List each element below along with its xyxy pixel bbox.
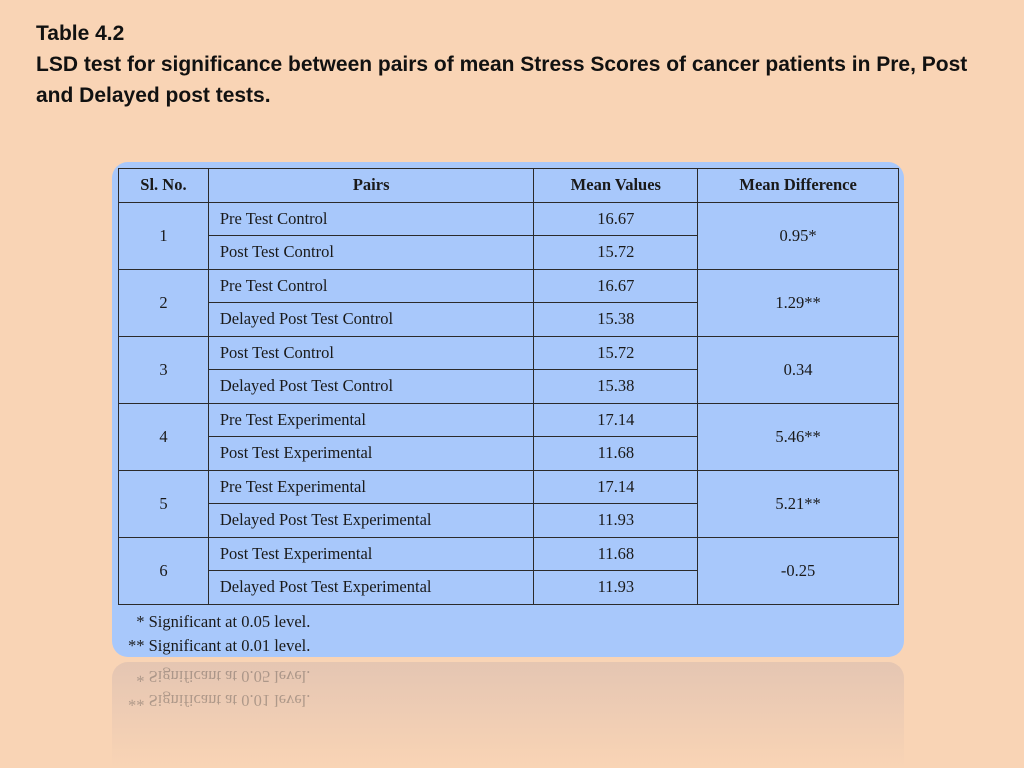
mean-difference-cell: 0.95* (698, 202, 899, 269)
mean-value-cell: 15.38 (534, 303, 698, 337)
pair-cell: Delayed Post Test Control (208, 303, 534, 337)
mean-difference-cell: -0.25 (698, 537, 899, 604)
mean-difference-cell: 5.21** (698, 470, 899, 537)
table-row (119, 336, 899, 370)
table-caption-line-1: LSD test for significance between pairs of mean Stress Scores of cancer patients in Pre, Post (36, 53, 968, 76)
header-mean-values: Mean Values (534, 169, 698, 203)
mean-value-cell: 16.67 (534, 202, 698, 236)
table-row (119, 470, 899, 504)
pair-cell: Pre Test Control (208, 269, 534, 303)
pair-cell: Post Test Experimental (208, 437, 534, 471)
table-number: Table 4.2 (36, 22, 125, 45)
pair-cell: Post Test Experimental (208, 537, 534, 571)
mean-value-cell: 11.68 (534, 437, 698, 471)
sl-no-cell: 6 (119, 537, 209, 604)
pair-cell: Post Test Control (208, 236, 534, 270)
reflection-footnotes (128, 664, 310, 712)
table-reflection (112, 662, 904, 768)
pair-cell: Pre Test Control (208, 202, 534, 236)
table-row (119, 403, 899, 437)
pair-cell: Pre Test Experimental (208, 470, 534, 504)
lsd-table (118, 168, 899, 605)
header-mean-difference: Mean Difference (698, 169, 899, 203)
table-caption-line-2: and Delayed post tests. (36, 84, 271, 107)
mean-value-cell: 11.68 (534, 537, 698, 571)
slide-title (36, 18, 1016, 111)
footnote-01-level: ** Significant at 0.01 level. (128, 636, 311, 655)
header-pairs: Pairs (208, 169, 534, 203)
pair-cell: Pre Test Experimental (208, 403, 534, 437)
mean-value-cell: 16.67 (534, 269, 698, 303)
mean-difference-cell: 5.46** (698, 403, 899, 470)
sl-no-cell: 4 (119, 403, 209, 470)
header-sl-no: Sl. No. (119, 169, 209, 203)
pair-cell: Delayed Post Test Control (208, 370, 534, 404)
pair-cell: Delayed Post Test Experimental (208, 571, 534, 605)
table-row (119, 269, 899, 303)
mean-value-cell: 15.72 (534, 236, 698, 270)
table-picture (112, 162, 904, 657)
sl-no-cell: 5 (119, 470, 209, 537)
table-row (119, 202, 899, 236)
pair-cell: Delayed Post Test Experimental (208, 504, 534, 538)
reflection-footnote-05-level: * Significant at 0.05 level. (128, 667, 311, 686)
footnote-05-level: * Significant at 0.05 level. (128, 612, 311, 631)
pair-cell: Post Test Control (208, 336, 534, 370)
mean-value-cell: 17.14 (534, 470, 698, 504)
mean-value-cell: 15.38 (534, 370, 698, 404)
sl-no-cell: 1 (119, 202, 209, 269)
mean-difference-cell: 1.29** (698, 269, 899, 336)
table-footnotes (128, 610, 310, 658)
sl-no-cell: 3 (119, 336, 209, 403)
mean-value-cell: 17.14 (534, 403, 698, 437)
sl-no-cell: 2 (119, 269, 209, 336)
mean-value-cell: 15.72 (534, 336, 698, 370)
reflection-footnote-01-level: ** Significant at 0.01 level. (128, 691, 311, 710)
mean-value-cell: 11.93 (534, 504, 698, 538)
table-row (119, 537, 899, 571)
mean-value-cell: 11.93 (534, 571, 698, 605)
table-header-row (119, 169, 899, 203)
mean-difference-cell: 0.34 (698, 336, 899, 403)
